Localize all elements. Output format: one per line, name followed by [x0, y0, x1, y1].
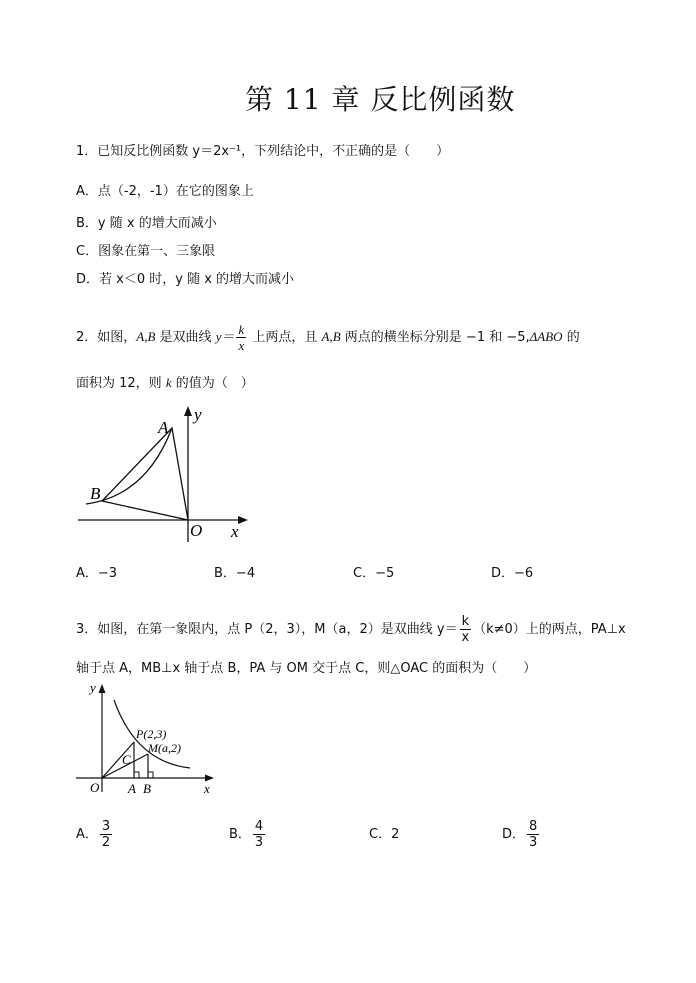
- q2-label-o: O: [190, 521, 203, 540]
- q3-label-x: x: [204, 781, 210, 796]
- q2-option-a-letter: A．: [76, 566, 98, 581]
- q2-label-b: B: [90, 484, 101, 503]
- q2-stem-line1: [76, 322, 580, 353]
- q3-label-p: P(2,3): [136, 727, 167, 741]
- q3-label-y: y: [90, 680, 96, 695]
- q3-label-m: M(a,2): [148, 741, 181, 755]
- q2-end1: 的: [562, 330, 580, 345]
- q3-label-c: C: [122, 752, 131, 767]
- q3-option-c-value: 2: [391, 827, 400, 842]
- q2-option-c-value: −5: [375, 566, 395, 581]
- q2-option-b-value: −4: [235, 566, 256, 581]
- page-title: 第 11 章 反比例函数: [245, 83, 516, 116]
- q2-label-x: x: [231, 522, 239, 541]
- q3-option-b[interactable]: [229, 818, 267, 852]
- q3-right-angle-a: [134, 772, 139, 778]
- q2-option-c[interactable]: [353, 562, 394, 581]
- q2-option-d-letter: D．: [491, 566, 515, 581]
- q3-fraction: [460, 615, 472, 644]
- q3-option-a-fraction: [100, 820, 112, 849]
- q2-frac-num: k: [238, 322, 245, 337]
- q2-triangle: ΔABO: [529, 329, 563, 344]
- q3-option-c-letter: C．: [369, 827, 392, 842]
- q3-option-a[interactable]: [76, 818, 114, 852]
- q3-option-a-letter: A．: [76, 827, 98, 842]
- q3-option-d[interactable]: [502, 818, 541, 852]
- q2-prefix: 2．如图，: [76, 330, 137, 345]
- q3-option-b-letter: B．: [229, 827, 251, 842]
- q2-mid3: 两点的横坐标分别是 −1 和 −5,: [340, 330, 530, 345]
- q2-option-c-letter: C．: [353, 566, 376, 581]
- q3-option-c[interactable]: [369, 818, 399, 852]
- q2-x-arrow-icon: [238, 516, 248, 524]
- q3-option-b-den: 3: [254, 835, 264, 850]
- q2-option-b[interactable]: [214, 562, 255, 581]
- q2-label-y: y: [194, 405, 202, 424]
- q3-option-a-den: 2: [101, 835, 111, 850]
- q3-option-a-num: 3: [101, 819, 111, 834]
- q3-y-arrow-icon: [99, 684, 106, 693]
- q3-option-d-fraction: [527, 820, 539, 849]
- q3-option-d-den: 3: [529, 835, 538, 850]
- q3-frac-den: x: [461, 630, 470, 645]
- q2-line2-a: 面积为 12，则: [76, 376, 166, 391]
- q2-option-b-letter: B．: [214, 566, 236, 581]
- q2-option-d[interactable]: [491, 562, 533, 581]
- q3-option-b-num: 4: [254, 819, 264, 834]
- q2-fraction: [236, 323, 246, 352]
- q1-option-b[interactable]: B．y 随 x 的增大而减小: [76, 216, 217, 231]
- q1-option-d[interactable]: D．若 x＜0 时，y 随 x 的增大而减小: [76, 272, 295, 287]
- q3-option-d-num: 8: [529, 819, 538, 834]
- q1-option-c[interactable]: C．图象在第一、三象限: [76, 244, 216, 259]
- q3-stem-line1: [76, 614, 626, 646]
- q3-option-d-letter: D．: [502, 827, 526, 842]
- q3-label-b: B: [143, 781, 151, 796]
- q2-figure: [76, 400, 256, 550]
- q3-right-angle-b: [148, 772, 153, 778]
- q2-stem-line2: [76, 372, 254, 391]
- q3-frac-num: k: [461, 614, 470, 629]
- q1-option-a[interactable]: A．点（-2，-1）在它的图象上: [76, 184, 254, 199]
- q2-option-d-value: −6: [514, 566, 534, 581]
- q2-label-a: A: [158, 418, 169, 437]
- q3-option-b-fraction: [253, 820, 265, 849]
- q3-line1-a: 3．如图，在第一象限内，点 P（2，3），M（a，2）是双曲线 y＝: [76, 622, 458, 637]
- q2-ab-2: A,B: [321, 329, 341, 344]
- q3-line1-b: （k≠0）上的两点，PA⊥x: [473, 622, 626, 637]
- q2-option-a[interactable]: [76, 562, 117, 581]
- q2-ab-1: A,B: [136, 329, 156, 344]
- q2-line2-b: 的值为（ ）: [171, 376, 254, 391]
- q3-stem-line2: 轴于点 A，MB⊥x 轴于点 B，PA 与 OM 交于点 C，则△OAC 的面积为（ ）: [76, 661, 537, 676]
- q2-y-arrow-icon: [184, 406, 192, 416]
- q2-k: k: [165, 375, 172, 390]
- q2-mid1: 是双曲线: [155, 330, 216, 345]
- q3-label-o: O: [90, 780, 100, 795]
- q1-stem: 1．已知反比例函数 y＝2x⁻¹，下列结论中，不正确的是（ ）: [76, 144, 450, 159]
- q2-mid2: 上两点，且: [248, 330, 322, 345]
- q2-frac-den: x: [238, 338, 245, 353]
- q3-label-a: A: [128, 781, 136, 796]
- q2-option-a-value: −3: [97, 566, 118, 581]
- q2-y-eq: y＝: [215, 329, 235, 344]
- q3-figure: [76, 680, 226, 800]
